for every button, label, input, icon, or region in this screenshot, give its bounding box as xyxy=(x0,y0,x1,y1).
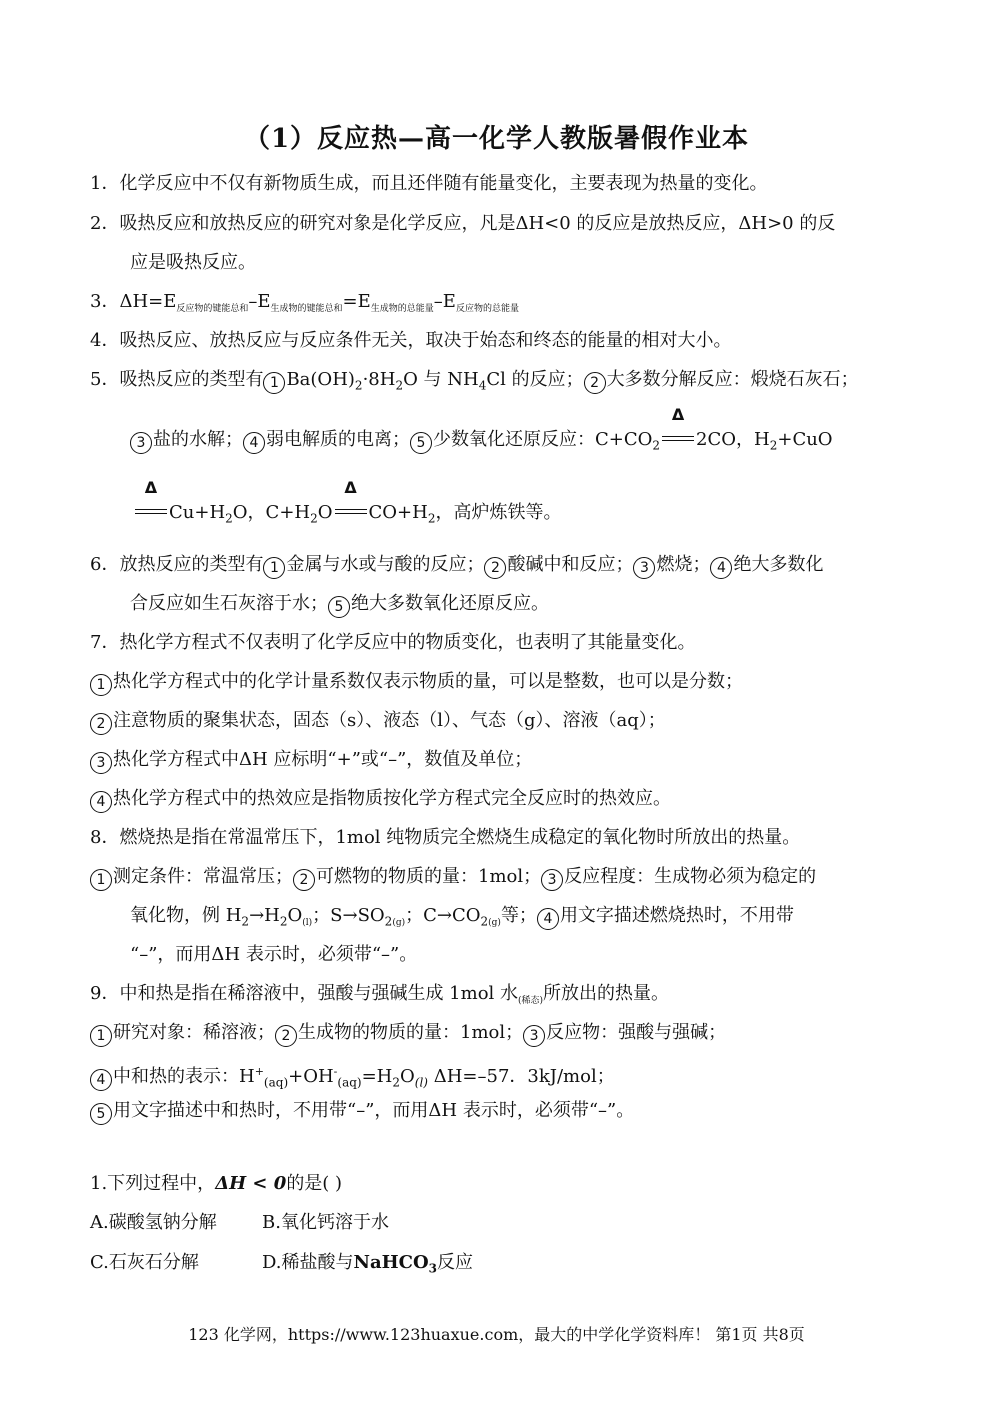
point-8-line-1: 1 测定条件：常温常压； 2 可燃物的物质的量：1mol； 3 反应程度：生成物必须为稳定的 xyxy=(90,865,816,891)
circled-number: 2 xyxy=(293,869,315,891)
circled-number: 3 xyxy=(130,432,152,454)
circled-number: 2 xyxy=(90,713,112,735)
point-6-line-2: 合反应如生石灰溶于水； 5 绝大多数氧化还原反应。 xyxy=(130,592,549,618)
circled-number: 1 xyxy=(90,869,112,891)
circled-number: 5 xyxy=(410,432,432,454)
circled-number: 2 xyxy=(584,372,606,394)
point-8: 8．燃烧热是指在常温常压下，1mol 纯物质完全燃烧生成稳定的氧化物时所放出的热量。 xyxy=(90,827,801,848)
circled-number: 5 xyxy=(328,596,350,618)
circled-number: 1 xyxy=(90,674,112,696)
circled-number: 3 xyxy=(90,752,112,774)
point-9-line-4: 4 中和热的表示：$H^+_{(aq)}+OH^-_{(aq)}=H_2O_{(l)}$ ΔH=–57．3kJ/mol； xyxy=(90,1060,615,1095)
point-9-line-1: 1 研究对象：稀溶液； 2 生成物的物质的量：1mol； 3 反应物：强酸与强碱； xyxy=(90,1021,726,1047)
circled-number: 4 xyxy=(243,432,265,454)
circled-number: 3 xyxy=(523,1025,545,1047)
option-b: B.氧化钙溶于水 xyxy=(262,1212,389,1233)
page-footer: 123 化学网，https://www.123huaxue.com，最大的中学化学资料库！ 第1页 共8页 xyxy=(188,1325,805,1344)
point-4: 4．吸热反应、放热反应与反应条件无关，取决于始态和终态的能量的相对大小。 xyxy=(90,330,732,351)
circled-number: 2 xyxy=(484,557,506,579)
question-1: 1.下列过程中，ΔH < 0的是( ) xyxy=(90,1173,343,1194)
point-7-item-4: 4 热化学方程式中的热效应是指物质按化学方程式完全反应时的热效应。 xyxy=(90,787,671,813)
point-1: 1．化学反应中不仅有新物质生成，而且还伴随有能量变化，主要表现为热量的变化。 xyxy=(90,173,768,194)
circled-number: 1 xyxy=(263,372,285,394)
circled-number: 2 xyxy=(275,1025,297,1047)
point-7-item-1: 1 热化学方程式中的化学计量系数仅表示物质的量，可以是整数，也可以是分数； xyxy=(90,670,743,696)
point-8-line-2: 氧化物，例 $H_2\to H_2O_{(l)}$；$S\to SO_{2(g)}$；$C\to CO_{2(g)}$等； 4 用文字描述燃烧热时，不用带 xyxy=(130,905,794,929)
point-3: 3．$\Delta H=E_{反应物的键能总和}-E_{生成物的键能总和}=E_{生成物的总能量}-E_{反应物的总能量}$ xyxy=(90,291,519,314)
point-5-line-2: 3 盐的水解； 4 弱电解质的电离； 5 少数氧化还原反应：$C+CO_2$ Δ 2CO，$H_2+CuO$ xyxy=(130,425,833,458)
point-8-line-3: “–”，而用ΔH 表示时，必须带“–”。 xyxy=(130,944,418,965)
circled-number: 4 xyxy=(90,1069,112,1091)
circled-number: 4 xyxy=(710,557,732,579)
circled-number: 3 xyxy=(633,557,655,579)
heating-equals-sign: Δ xyxy=(662,425,694,449)
circled-number: 1 xyxy=(90,1025,112,1047)
point-7-item-3: 3 热化学方程式中ΔH 应标明“+”或“–”，数值及单位； xyxy=(90,748,532,774)
point-5-line-3: Δ $Cu+H_2O$，$C+H_2O$ Δ $CO+H_2$，高炉炼铁等。 xyxy=(133,498,561,531)
heating-equals-sign: Δ xyxy=(335,498,367,522)
point-5-line-1: 5．吸热反应的类型有 1 $Ba(OH)_2\cdot 8H_2O$ 与 $NH_4Cl$ 的反应； 2 大多数分解反应：煅烧石灰石； xyxy=(90,369,859,393)
option-a: A.碳酸氢钠分解 xyxy=(90,1212,217,1233)
circled-number: 4 xyxy=(90,791,112,813)
point-6-line-1: 6．放热反应的类型有 1 金属与水或与酸的反应； 2 酸碱中和反应； 3 燃烧； 4 绝大多数化 xyxy=(90,553,823,579)
circled-number: 3 xyxy=(541,869,563,891)
circled-number: 5 xyxy=(90,1103,112,1125)
circled-number: 4 xyxy=(537,908,559,930)
circled-number: 1 xyxy=(263,557,285,579)
heating-equals-sign: Δ xyxy=(135,498,167,522)
point-7-item-2: 2 注意物质的聚集状态，固态（s）、液态（l）、气态（g）、溶液（aq）； xyxy=(90,709,666,735)
point-9-line-5: 5 用文字描述中和热时，不用带“–”，而用ΔH 表示时，必须带“–”。 xyxy=(90,1099,634,1125)
point-2-line-2: 应是吸热反应。 xyxy=(130,252,256,273)
point-9: 9．中和热是指在稀溶液中，强酸与强碱生成 1mol 水$_{(稀态)}$所放出的热量。 xyxy=(90,983,670,1006)
option-c: C.石灰石分解 xyxy=(90,1252,199,1273)
option-d: D.稀盐酸与NaHCO$_3$反应 xyxy=(262,1252,474,1276)
point-2-line-1: 2．吸热反应和放热反应的研究对象是化学反应，凡是ΔH<0 的反应是放热反应，ΔH>0 的反 xyxy=(90,213,836,234)
page-title: （1）反应热—高一化学人教版暑假作业本 xyxy=(243,124,750,154)
point-7: 7．热化学方程式不仅表明了化学反应中的物质变化，也表明了其能量变化。 xyxy=(90,632,696,653)
